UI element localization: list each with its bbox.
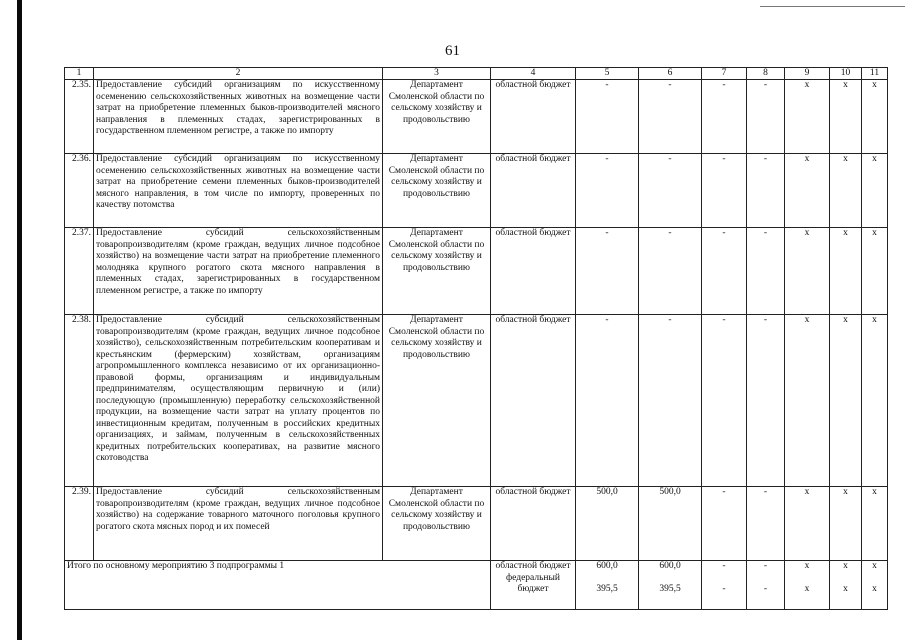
value-cell: x <box>785 228 830 315</box>
column-header: 3 <box>383 68 491 80</box>
value-cell: - <box>702 228 747 315</box>
value-cell: 500,0 <box>576 487 639 561</box>
table-row <box>65 487 888 561</box>
total-label: Итого по основному мероприятию 3 подпрограммы 1 <box>65 561 491 610</box>
value-cell: x <box>830 154 862 228</box>
scan-border <box>17 0 22 640</box>
total-value-regional: 600,0 <box>659 561 681 571</box>
row-number: 2.35. <box>65 80 94 154</box>
total-value-federal: x <box>843 583 848 594</box>
value-cell: - <box>747 487 785 561</box>
row-number: 2.39. <box>65 487 94 561</box>
value-cell: - <box>702 315 747 487</box>
funding-source: областной бюджет <box>491 80 576 154</box>
column-header-row <box>65 68 888 80</box>
value-cell <box>785 561 830 610</box>
column-header: 5 <box>576 68 639 80</box>
total-value-regional: - <box>722 561 726 571</box>
value-cell: x <box>785 315 830 487</box>
value-cell: x <box>862 315 888 487</box>
page-number: 61 <box>445 43 460 59</box>
value-cell: - <box>639 154 702 228</box>
value-cell: - <box>639 315 702 487</box>
value-cell: - <box>576 80 639 154</box>
column-header: 1 <box>65 68 94 80</box>
value-cell <box>639 561 702 610</box>
measure-description: Предоставление субсидий сельскохозяйственным товаропроизводителям (кроме граждан, ведущих личное подсобное хозяйство) на возмещение части затрат на приобретение племенного молодняка крупного рогатого скота мясного направления в племенных стадах, зарегистрированных в государственном племенном регистре, а также по импорту <box>94 228 383 315</box>
value-cell: x <box>862 80 888 154</box>
table-row <box>65 80 888 154</box>
funding-source <box>491 561 576 610</box>
value-cell <box>702 561 747 610</box>
value-cell: x <box>785 487 830 561</box>
total-value-federal: x <box>872 583 877 594</box>
funding-source: областной бюджет <box>491 315 576 487</box>
value-cell: - <box>576 228 639 315</box>
value-cell: x <box>785 80 830 154</box>
column-header: 4 <box>491 68 576 80</box>
value-cell <box>862 561 888 610</box>
column-header: 9 <box>785 68 830 80</box>
value-cell: - <box>702 80 747 154</box>
total-source-federal: федеральный бюджет <box>506 572 560 594</box>
total-value-federal: - <box>722 583 726 594</box>
value-cell: x <box>862 154 888 228</box>
value-cell: x <box>830 80 862 154</box>
value-cell: x <box>830 487 862 561</box>
total-source-regional: областной бюджет <box>495 561 571 571</box>
total-value-regional: x <box>843 561 848 571</box>
table-row <box>65 228 888 315</box>
total-value-federal: - <box>763 583 768 594</box>
total-value-regional: 600,0 <box>596 561 618 571</box>
executor: Департамент Смоленской области по сельскому хозяйству и продовольствию <box>383 315 491 487</box>
total-value-federal: 395,5 <box>659 583 681 594</box>
executor: Департамент Смоленской области по сельскому хозяйству и продовольствию <box>383 80 491 154</box>
value-cell: - <box>747 315 785 487</box>
value-cell <box>747 561 785 610</box>
table-row <box>65 315 888 487</box>
executor: Департамент Смоленской области по сельскому хозяйству и продовольствию <box>383 228 491 315</box>
column-header: 6 <box>639 68 702 80</box>
value-cell: - <box>747 154 785 228</box>
measure-description: Предоставление субсидий организациям по искусственному осеменению сельскохозяйственных животных на возмещение части затрат на приобретение племенных быков-производителей мясного направления в племенных стадах, зарегистрированных в государственном племенном регистре, а также по импорту <box>94 80 383 154</box>
value-cell: - <box>747 80 785 154</box>
column-header: 7 <box>702 68 747 80</box>
total-value-federal: x <box>804 583 810 594</box>
value-cell: x <box>862 228 888 315</box>
column-header: 2 <box>94 68 383 80</box>
value-cell: - <box>702 487 747 561</box>
scan-top-line <box>760 6 905 7</box>
value-cell: 500,0 <box>639 487 702 561</box>
total-value-federal: 395,5 <box>596 583 618 594</box>
measure-description: Предоставление субсидий сельскохозяйственным товаропроизводителям (кроме граждан, ведущих личное подсобное хозяйство), сельскохозяйственным потребительским кооперативам и крестьянским (фермерским) хозяйствам, организациям агропромышленного комплекса независимо от их организационно-правовой формы, организациям и индивидуальным предпринимателям, осуществляющим первичную и (или) последующую (промышленную) переработку сельскохозяйственной продукции, на возмещение части затрат на уплату процентов по инвестиционным кредитам, полученным в российских кредитных организациях, и займам, полученным в сельскохозяйственных кредитных потребительских кооперативах, на развитие мясного скотоводства <box>94 315 383 487</box>
value-cell <box>576 561 639 610</box>
value-cell: - <box>639 80 702 154</box>
value-cell: x <box>862 487 888 561</box>
column-header: 10 <box>830 68 862 80</box>
value-cell: x <box>830 228 862 315</box>
measure-description: Предоставление субсидий организациям по искусственному осеменению сельскохозяйственных животных на возмещение части затрат на приобретение семени племенных быков-производителей мясного направления, в том числе по импорту, проверенных по качеству потомства <box>94 154 383 228</box>
table-row <box>65 154 888 228</box>
funding-source: областной бюджет <box>491 228 576 315</box>
program-table <box>64 67 888 610</box>
column-header: 11 <box>862 68 888 80</box>
total-row <box>65 561 888 610</box>
row-number: 2.38. <box>65 315 94 487</box>
executor: Департамент Смоленской области по сельскому хозяйству и продовольствию <box>383 154 491 228</box>
total-value-regional: - <box>763 561 768 571</box>
value-cell: - <box>747 228 785 315</box>
funding-source: областной бюджет <box>491 487 576 561</box>
value-cell <box>830 561 862 610</box>
value-cell: - <box>576 154 639 228</box>
value-cell: x <box>830 315 862 487</box>
column-header: 8 <box>747 68 785 80</box>
total-value-regional: x <box>872 561 877 571</box>
value-cell: - <box>576 315 639 487</box>
executor: Департамент Смоленской области по сельскому хозяйству и продовольствию <box>383 487 491 561</box>
measure-description: Предоставление субсидий сельскохозяйственным товаропроизводителям (кроме граждан, ведущих личное подсобное хозяйство) на содержание товарного маточного поголовья крупного рогатого скота мясных пород и их помесей <box>94 487 383 561</box>
total-value-regional: x <box>804 561 810 571</box>
value-cell: - <box>639 228 702 315</box>
funding-source: областной бюджет <box>491 154 576 228</box>
row-number: 2.36. <box>65 154 94 228</box>
value-cell: x <box>785 154 830 228</box>
row-number: 2.37. <box>65 228 94 315</box>
value-cell: - <box>702 154 747 228</box>
